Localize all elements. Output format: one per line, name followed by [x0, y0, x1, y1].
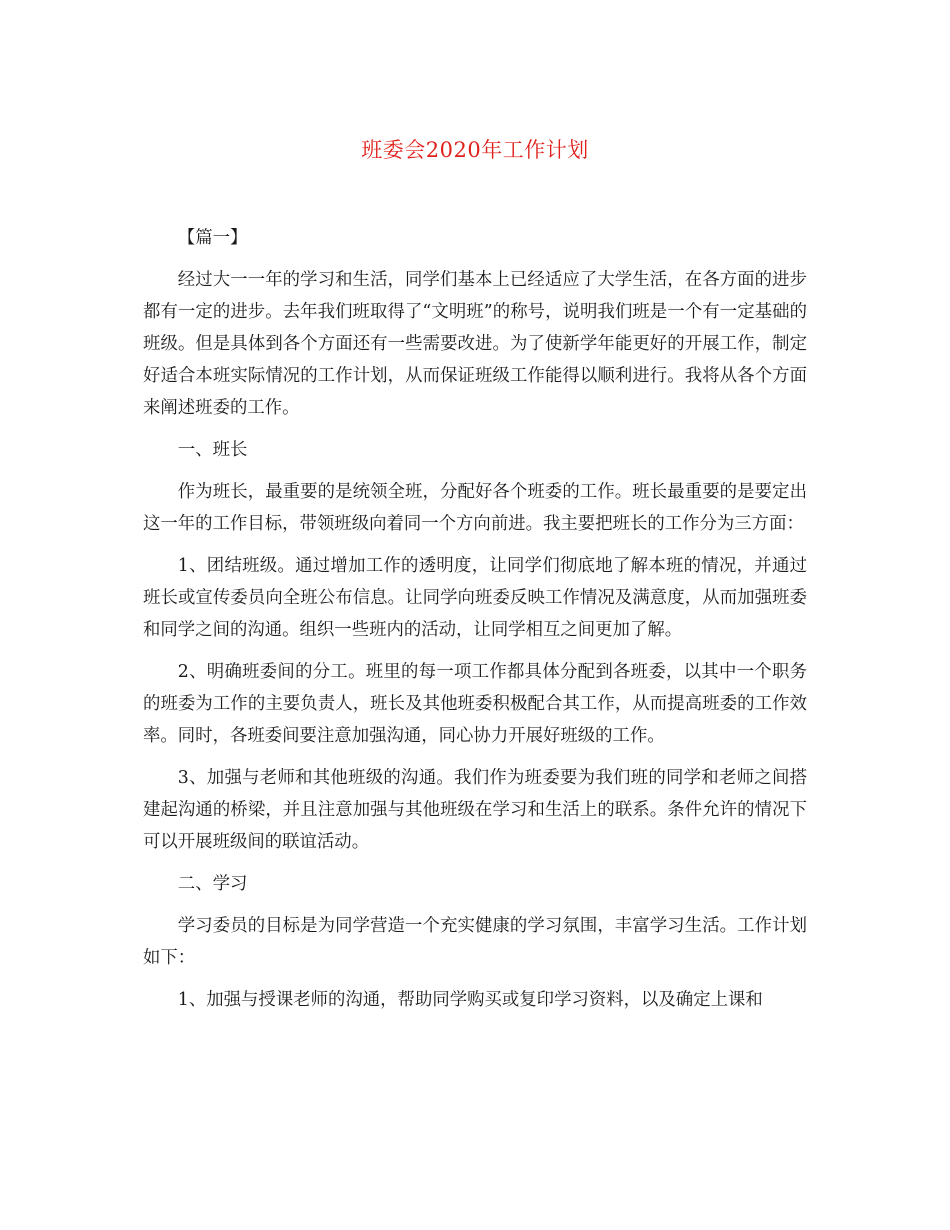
paragraph-study-role: 学习委员的目标是为同学营造一个充实健康的学习氛围，丰富学习生活。工作计划如下： [143, 916, 807, 968]
section-heading-study: 二、学习 [177, 874, 248, 894]
paragraph-intro: 经过大一一年的学习和生活，同学们基本上已经适应了大学生活，在各方面的进步都有一定的进步。去年我们班取得了“文明班”的称号，说明我们班是一个有一定基础的班级。但是具体到各个方面还有一些需要改进。为了使新学年能更好的开展工作，制定好适合本班实际情况的工作计划，从而保证班级工作能得以顺利进行。我将从各个方面来阐述班委的工作。 [143, 270, 807, 418]
paragraph-monitor-role: 作为班长，最重要的是统领全班，分配好各个班委的工作。班长最重要的是要定出这一年的工作目标，带领班级向着同一个方向前进。我主要把班长的工作分为三方面： [143, 482, 807, 534]
paragraph-monitor-item-2: 2、明确班委间的分工。班里的每一项工作都具体分配到各班委，以其中一个职务的班委为工作的主要负责人，班长及其他班委积极配合其工作，从而提高班委的工作效率。同时，各班委间要注意加强沟通，同心协力开展好班级的工作。 [143, 662, 807, 746]
document-title: 班委会2020年工作计划 [361, 138, 589, 162]
paragraph-monitor-item-1: 1、团结班级。通过增加工作的透明度，让同学们彻底地了解本班的情况，并通过班长或宣传委员向全班公布信息。让同学向班委反映工作情况及满意度，从而加强班委和同学之间的沟通。组织一些班内的活动，让同学相互之间更加了解。 [143, 556, 807, 640]
section-heading-monitor: 一、班长 [177, 440, 248, 460]
paragraph-study-item-1: 1、加强与授课老师的沟通，帮助同学购买或复印学习资料，以及确定上课和 [177, 990, 763, 1010]
document-body [143, 222, 807, 1026]
part-heading: 【篇一】 [177, 228, 248, 248]
paragraph-monitor-item-3: 3、加强与老师和其他班级的沟通。我们作为班委要为我们班的同学和老师之间搭建起沟通的桥梁，并且注意加强与其他班级在学习和生活上的联系。条件允许的情况下可以开展班级间的联谊活动。 [143, 768, 807, 852]
